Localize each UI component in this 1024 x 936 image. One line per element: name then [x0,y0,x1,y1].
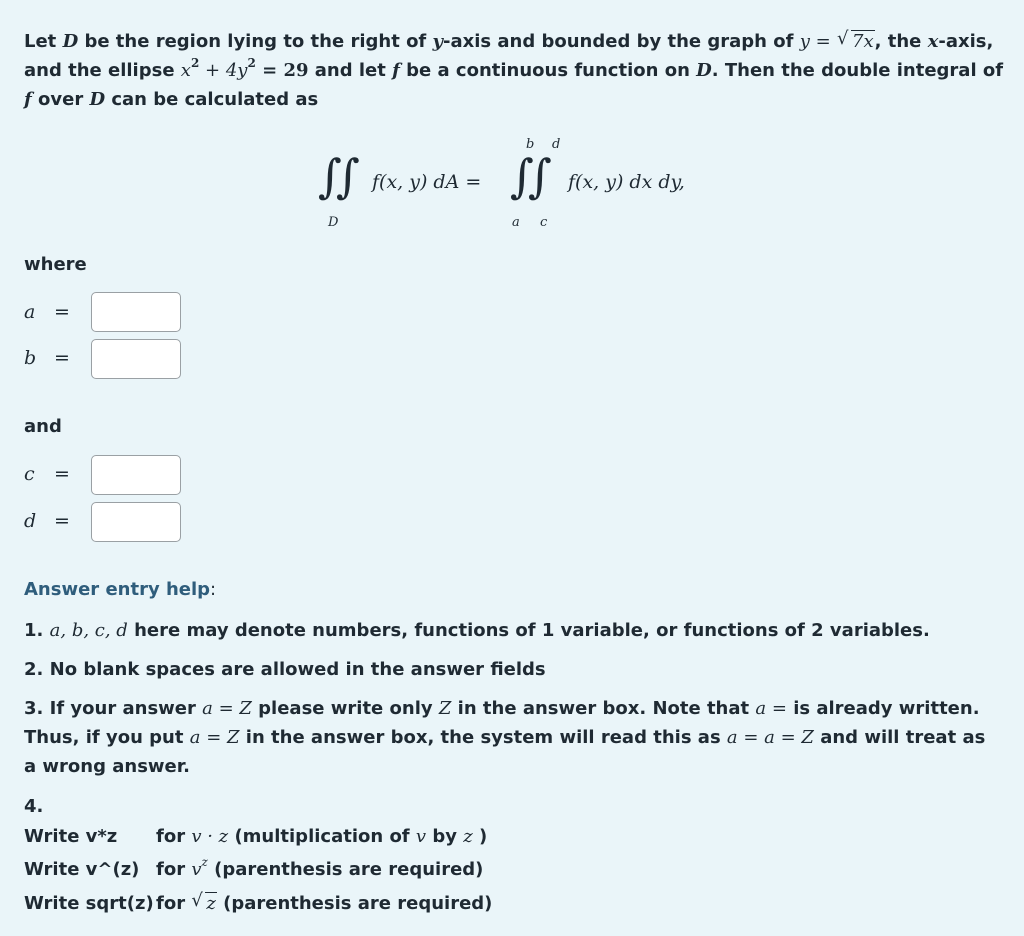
syntax-code: Write v*z [24,826,118,847]
right-integrand: f(x, y) dx dy, [568,171,685,193]
label-d: d [24,510,37,532]
syntax-desc [156,826,487,847]
text: can be calculated as [105,89,319,110]
exponent: 2 [190,56,200,70]
text: Let [24,31,63,52]
math-var: D [89,89,106,110]
math-expr: x [180,60,191,81]
lower-limit-c: c [540,215,548,230]
upper-limit-d: d [552,137,561,152]
math-expr: + 4y [199,60,248,81]
math-var: z [463,826,473,847]
text: for [156,826,192,847]
answer-input-d[interactable] [91,502,181,542]
math-var: D [696,60,712,81]
text: . Then the double integral of [711,60,1004,81]
lower-limit-a: a [512,215,520,230]
text: be the region lying to the right of [78,31,433,52]
math-var: y [432,31,443,52]
label-c: c [24,463,35,485]
upper-limit-b: b [526,137,535,152]
exponent: z [201,855,208,869]
math-var: x [927,31,939,52]
math-var: v [191,859,202,880]
text: -axis and bounded by the graph of [443,31,800,52]
integral-sign: ∫ [318,149,342,203]
sqrt-expression [837,27,875,56]
problem-statement [24,27,1004,114]
math-var: v [415,826,427,847]
text: please write only [251,698,439,719]
text: be a continuous function on [399,60,697,81]
math-expr: y = [799,31,831,52]
math-expr: a = a = Z [726,727,814,748]
and-label: and [24,416,62,437]
math-expr: = 29 [255,60,309,81]
where-label: where [24,254,87,275]
help-item-4-number: 4. [24,796,44,817]
sqrt-expression [191,890,216,914]
text: in the answer box, the system will read this as [239,727,727,748]
integral-sign: ∫ [510,149,534,203]
math-expr: a = [755,698,787,719]
text: over [31,89,90,110]
syntax-code: Write v^(z) [24,859,140,880]
answer-input-a[interactable] [91,292,181,332]
colon: : [210,579,217,600]
math-expr: Z [438,698,452,719]
help-title-text: Answer entry help [24,579,211,600]
math-vars: a, b, c, d [49,620,128,641]
equals-sign: = [54,301,70,323]
double-integral-formula [300,135,800,235]
math-var: f [392,60,400,81]
left-integrand: f(x, y) dA = [372,171,482,193]
text: in the answer box. Note that [451,698,756,719]
sqrt-symbol: √ [837,28,849,49]
text: and will treat as a wrong answer. [24,727,986,777]
text: for [156,893,192,914]
help-item-2: 2. No blank spaces are allowed in the answer fields [24,659,546,680]
text: (parenthesis are required) [216,893,493,914]
math-expr: a = Z [189,727,240,748]
label-a: a [24,301,36,323]
help-title [24,579,216,600]
answer-input-c[interactable] [91,455,181,495]
text: (parenthesis are required) [207,859,484,880]
syntax-desc [156,890,493,914]
answer-input-b[interactable] [91,339,181,379]
label-b: b [24,347,37,369]
radicand: 7x [852,31,874,52]
integral-sign: ∫ [528,149,552,203]
help-item-3 [24,694,999,781]
syntax-code: Write sqrt(z) [24,893,154,914]
text: (multiplication of [228,826,416,847]
region-label: D [328,215,339,230]
text: ) [472,826,488,847]
exponent: 2 [247,56,256,70]
help-item-1 [24,616,999,645]
sqrt-symbol: √ [191,890,203,911]
radicand: z [206,893,216,914]
math-var: D [62,31,79,52]
equals-sign: = [54,510,70,532]
text: , the [874,31,928,52]
text: and let [308,60,393,81]
syntax-desc [156,855,484,880]
integral-sign: ∫ [336,149,360,203]
text: here may denote numbers, functions of 1 variable, or functions of 2 variables. [127,620,930,641]
text: is already written. Thus, if you put [24,698,980,748]
math-expr: v · z [191,826,229,847]
equals-sign: = [54,463,70,485]
text: -axis, and the ellipse [24,31,994,81]
text: by [426,826,464,847]
math-expr: a = Z [202,698,252,719]
text: for [156,859,192,880]
text: 3. If your answer [24,698,203,719]
text: 1. [24,620,50,641]
equals-sign: = [54,347,70,369]
math-var: f [24,89,32,110]
